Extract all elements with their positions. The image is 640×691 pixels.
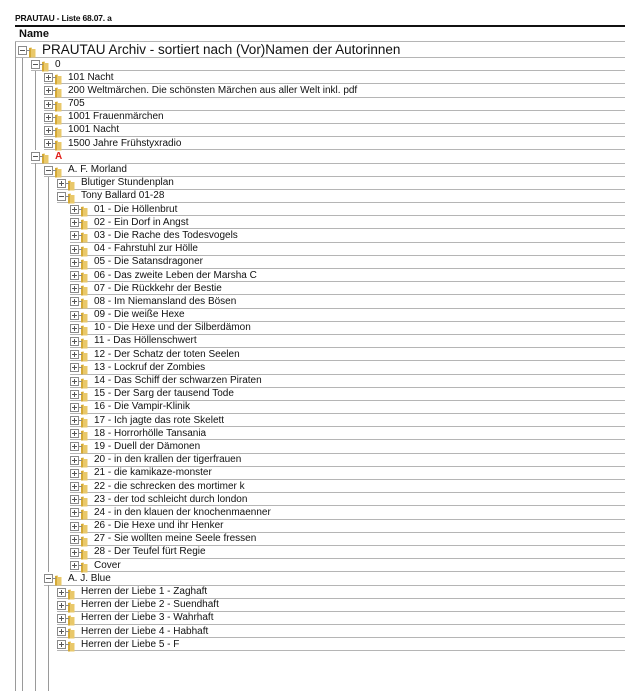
tree-row[interactable] [15, 559, 625, 572]
expand-toggle-icon[interactable] [70, 311, 79, 320]
tree-node-label: 24 - in den klauen der knochenmaenner [94, 506, 271, 518]
tree-row[interactable] [15, 190, 625, 203]
expand-toggle-icon[interactable] [57, 614, 66, 623]
expand-toggle-icon[interactable] [70, 337, 79, 346]
expand-toggle-icon[interactable] [70, 258, 79, 267]
tree-node[interactable] [57, 612, 213, 625]
tree-node-label: 22 - die schrecken des mortimer k [94, 480, 245, 492]
tree-node-label: 13 - Lockruf der Zombies [94, 361, 206, 373]
tree-node-label: 04 - Fahrstuhl zur Hölle [94, 243, 198, 255]
tree-node[interactable] [31, 150, 62, 163]
tree-node[interactable] [70, 375, 262, 388]
tree-node-label: 0 [55, 58, 61, 70]
tree-row[interactable] [15, 282, 625, 295]
tree-node-label: A [55, 150, 63, 162]
tree-connector-line [35, 163, 36, 691]
tree-node[interactable] [44, 137, 181, 150]
tree-node[interactable] [70, 229, 238, 242]
tree-row[interactable] [15, 322, 625, 335]
tree-row[interactable] [15, 533, 625, 546]
collapse-toggle-icon[interactable] [31, 152, 40, 161]
expand-toggle-icon[interactable] [57, 627, 66, 636]
tree-node[interactable] [70, 467, 212, 480]
tree-node-label: 15 - Der Sarg der tausend Tode [94, 388, 234, 400]
tree-rows [15, 42, 625, 651]
expand-toggle-icon[interactable] [70, 495, 79, 504]
expand-toggle-icon[interactable] [70, 297, 79, 306]
tree-row[interactable] [15, 401, 625, 414]
tree-row[interactable] [15, 309, 625, 322]
expand-toggle-icon[interactable] [70, 403, 79, 412]
tree-node[interactable] [70, 309, 185, 322]
tree-node-label: 21 - die kamikaze-monster [94, 467, 212, 479]
tree-row[interactable] [15, 164, 625, 177]
tree-node-label: Herren der Liebe 5 - F [81, 638, 180, 650]
tree-node-label: 05 - Die Satansdragoner [94, 256, 203, 268]
tree-node[interactable] [57, 625, 208, 638]
expand-toggle-icon[interactable] [44, 113, 53, 122]
tree-node-label: 12 - Der Schatz der toten Seelen [94, 348, 240, 360]
tree-row[interactable] [15, 427, 625, 440]
expand-toggle-icon[interactable] [70, 205, 79, 214]
tree-node[interactable] [70, 388, 234, 401]
expand-toggle-icon[interactable] [44, 86, 53, 95]
expand-toggle-icon[interactable] [70, 363, 79, 372]
tree-row[interactable] [15, 572, 625, 585]
expand-toggle-icon[interactable] [70, 231, 79, 240]
tree-node-label: Tony Ballard 01-28 [81, 190, 165, 202]
tree-row[interactable] [15, 177, 625, 190]
tree-connector-line [48, 585, 49, 691]
tree-row[interactable] [15, 586, 625, 599]
expand-toggle-icon[interactable] [44, 126, 53, 135]
tree-connector-line [35, 71, 36, 150]
tree-node-label: Cover [94, 559, 121, 571]
expand-toggle-icon[interactable] [44, 100, 53, 109]
expand-toggle-icon[interactable] [70, 271, 79, 280]
tree-row[interactable] [15, 361, 625, 374]
tree-node[interactable] [44, 84, 357, 97]
tree-node-label: 26 - Die Hexe und ihr Henker [94, 520, 224, 532]
tree-node-label: A. F. Morland [68, 164, 127, 175]
tree-row[interactable] [15, 256, 625, 269]
tree-node-label: 10 - Die Hexe und der Silberdämon [94, 322, 251, 334]
expand-toggle-icon[interactable] [70, 482, 79, 491]
expand-toggle-icon[interactable] [70, 508, 79, 517]
tree-node-label: 28 - Der Teufel fürt Regie [94, 546, 206, 558]
collapse-toggle-icon[interactable] [57, 192, 66, 201]
expand-toggle-icon[interactable] [70, 456, 79, 465]
tree-node[interactable] [70, 506, 271, 519]
tree-node[interactable] [70, 243, 198, 256]
table-left-border [15, 42, 16, 691]
tree-node[interactable] [70, 256, 203, 269]
tree-node[interactable] [70, 493, 247, 506]
tree-node-label: PRAUTAU Archiv - sortiert nach (Vor)Namen der Autorinnen [42, 42, 401, 57]
tree-row[interactable] [15, 440, 625, 453]
tree-node-label: 19 - Duell der Dämonen [94, 440, 201, 452]
tree-node-label: 09 - Die weiße Hexe [94, 309, 185, 321]
tree-node[interactable] [57, 638, 179, 651]
expand-toggle-icon[interactable] [70, 218, 79, 227]
tree-node-label: Blutiger Stundenplan [81, 177, 174, 189]
column-header-label: Name [19, 28, 49, 40]
expand-toggle-icon[interactable] [44, 139, 53, 148]
tree-node[interactable] [57, 190, 164, 203]
tree-node-label: 02 - Ein Dorf in Angst [94, 216, 189, 228]
tree-row[interactable] [15, 216, 625, 229]
tree-node-label: 23 - der tod schleicht durch london [94, 493, 248, 505]
tree-node[interactable] [70, 533, 256, 546]
tree-row[interactable] [15, 454, 625, 467]
tree-node[interactable] [70, 414, 224, 427]
column-header-name[interactable] [15, 27, 625, 42]
expand-toggle-icon[interactable] [70, 284, 79, 293]
tree-node-label: A. J. Blue [68, 572, 111, 584]
collapse-toggle-icon[interactable] [18, 46, 27, 55]
tree-node[interactable] [70, 295, 236, 308]
expand-toggle-icon[interactable] [70, 522, 79, 531]
tree-node[interactable] [44, 164, 127, 177]
tree-node[interactable] [70, 480, 245, 493]
tree-node-label: 27 - Sie wollten meine Seele fressen [94, 533, 257, 545]
file-tree-table [15, 25, 625, 651]
tree-row[interactable] [15, 111, 625, 124]
tree-row[interactable] [15, 599, 625, 612]
expand-toggle-icon[interactable] [70, 442, 79, 451]
tree-row[interactable] [15, 506, 625, 519]
tree-node[interactable] [70, 520, 224, 533]
expand-toggle-icon[interactable] [70, 416, 79, 425]
tree-connector-line [48, 177, 49, 572]
tree-node-label: 1500 Jahre Frühstyxradio [68, 137, 182, 149]
tree-row[interactable] [15, 203, 625, 216]
expand-toggle-icon[interactable] [70, 469, 79, 478]
tree-row[interactable] [15, 388, 625, 401]
tree-node-label: Herren der Liebe 1 - Zaghaft [81, 586, 208, 597]
tree-node[interactable] [44, 124, 119, 137]
tree-node-label: 101 Nacht [68, 71, 114, 83]
tree-node[interactable] [70, 203, 177, 216]
tree-node[interactable] [44, 111, 164, 124]
tree-node-label: 06 - Das zweite Leben der Marsha C [94, 269, 257, 281]
tree-node[interactable] [70, 440, 200, 453]
tree-node-label: 20 - in den krallen der tigerfrauen [94, 454, 242, 466]
tree-row[interactable] [15, 84, 625, 97]
expand-toggle-icon[interactable] [70, 377, 79, 386]
tree-node[interactable] [44, 572, 111, 585]
expand-toggle-icon[interactable] [70, 324, 79, 333]
tree-node[interactable] [70, 348, 240, 361]
tree-row[interactable] [15, 124, 625, 137]
tree-node[interactable] [57, 177, 174, 190]
tree-node-label: Herren der Liebe 4 - Habhaft [81, 625, 209, 637]
tree-row[interactable] [15, 612, 625, 625]
tree-row[interactable] [15, 520, 625, 533]
expand-toggle-icon[interactable] [57, 601, 66, 610]
tree-node-label: 14 - Das Schiff der schwarzen Piraten [94, 375, 262, 386]
tree-node[interactable] [70, 216, 189, 229]
expand-toggle-icon[interactable] [57, 588, 66, 597]
tree-row[interactable] [15, 335, 625, 348]
tree-node-label: 01 - Die Höllenbrut [94, 203, 178, 215]
tree-row[interactable] [15, 58, 625, 71]
collapse-toggle-icon[interactable] [44, 574, 53, 583]
tree-node[interactable] [18, 42, 400, 58]
tree-node-label: Herren der Liebe 3 - Wahrhaft [81, 612, 214, 624]
tree-row[interactable] [15, 467, 625, 480]
tree-row[interactable] [15, 150, 625, 163]
tree-row[interactable] [15, 243, 625, 256]
tree-node-label: 16 - Die Vampir-Klinik [94, 401, 190, 413]
tree-node[interactable] [44, 98, 85, 111]
expand-toggle-icon[interactable] [70, 245, 79, 254]
tree-row[interactable] [15, 493, 625, 506]
document-title: PRAUTAU - Liste 68.07. a [15, 13, 112, 23]
tree-connector-line [22, 58, 23, 691]
tree-row[interactable] [15, 480, 625, 493]
tree-node[interactable] [57, 599, 219, 612]
tree-node[interactable] [70, 546, 206, 559]
tree-row[interactable] [15, 348, 625, 361]
tree-node[interactable] [44, 71, 114, 84]
tree-node[interactable] [70, 282, 222, 295]
tree-node-label: 18 - Horrorhölle Tansania [94, 427, 207, 439]
tree-row[interactable] [15, 638, 625, 651]
tree-row[interactable] [15, 414, 625, 427]
tree-node[interactable] [70, 335, 197, 348]
tree-node[interactable] [70, 401, 190, 414]
tree-row[interactable] [15, 229, 625, 242]
tree-node-label: 11 - Das Höllenschwert [94, 335, 197, 347]
expand-toggle-icon[interactable] [70, 429, 79, 438]
tree-node-label: 200 Weltmärchen. Die schönsten Märchen aus aller Welt inkl. pdf [68, 84, 358, 96]
tree-node-label: 1001 Frauenmärchen [68, 111, 164, 123]
tree-node-label: 1001 Nacht [68, 124, 120, 136]
expand-toggle-icon[interactable] [70, 535, 79, 544]
expand-toggle-icon[interactable] [70, 548, 79, 557]
collapse-toggle-icon[interactable] [31, 60, 40, 69]
tree-node[interactable] [70, 322, 251, 335]
tree-node[interactable] [57, 586, 207, 599]
tree-row[interactable] [15, 42, 625, 58]
tree-node-label: 03 - Die Rache des Todesvogels [94, 229, 238, 241]
tree-node-label: 705 [68, 98, 85, 110]
tree-row[interactable] [15, 375, 625, 388]
tree-row[interactable] [15, 546, 625, 559]
tree-row[interactable] [15, 625, 625, 638]
expand-toggle-icon[interactable] [70, 350, 79, 359]
tree-row[interactable] [15, 137, 625, 150]
tree-row[interactable] [15, 71, 625, 84]
tree-node-label: 08 - Im Niemansland des Bösen [94, 295, 237, 307]
tree-node[interactable] [70, 427, 206, 440]
tree-node-label: 17 - Ich jagte das rote Skelett [94, 414, 225, 426]
expand-toggle-icon[interactable] [70, 561, 79, 570]
collapse-toggle-icon[interactable] [44, 166, 53, 175]
tree-node-label: Herren der Liebe 2 - Suendhaft [81, 599, 219, 611]
expand-toggle-icon[interactable] [57, 640, 66, 649]
tree-row[interactable] [15, 98, 625, 111]
tree-row[interactable] [15, 269, 625, 282]
tree-node[interactable] [70, 269, 257, 282]
tree-node-label: 07 - Die Rückkehr der Bestie [94, 282, 222, 294]
tree-node[interactable] [70, 454, 241, 467]
tree-row[interactable] [15, 295, 625, 308]
tree-node[interactable] [70, 559, 121, 572]
tree-node[interactable] [70, 361, 205, 374]
expand-toggle-icon[interactable] [57, 179, 66, 188]
tree-node[interactable] [31, 58, 61, 71]
expand-toggle-icon[interactable] [44, 73, 53, 82]
expand-toggle-icon[interactable] [70, 390, 79, 399]
